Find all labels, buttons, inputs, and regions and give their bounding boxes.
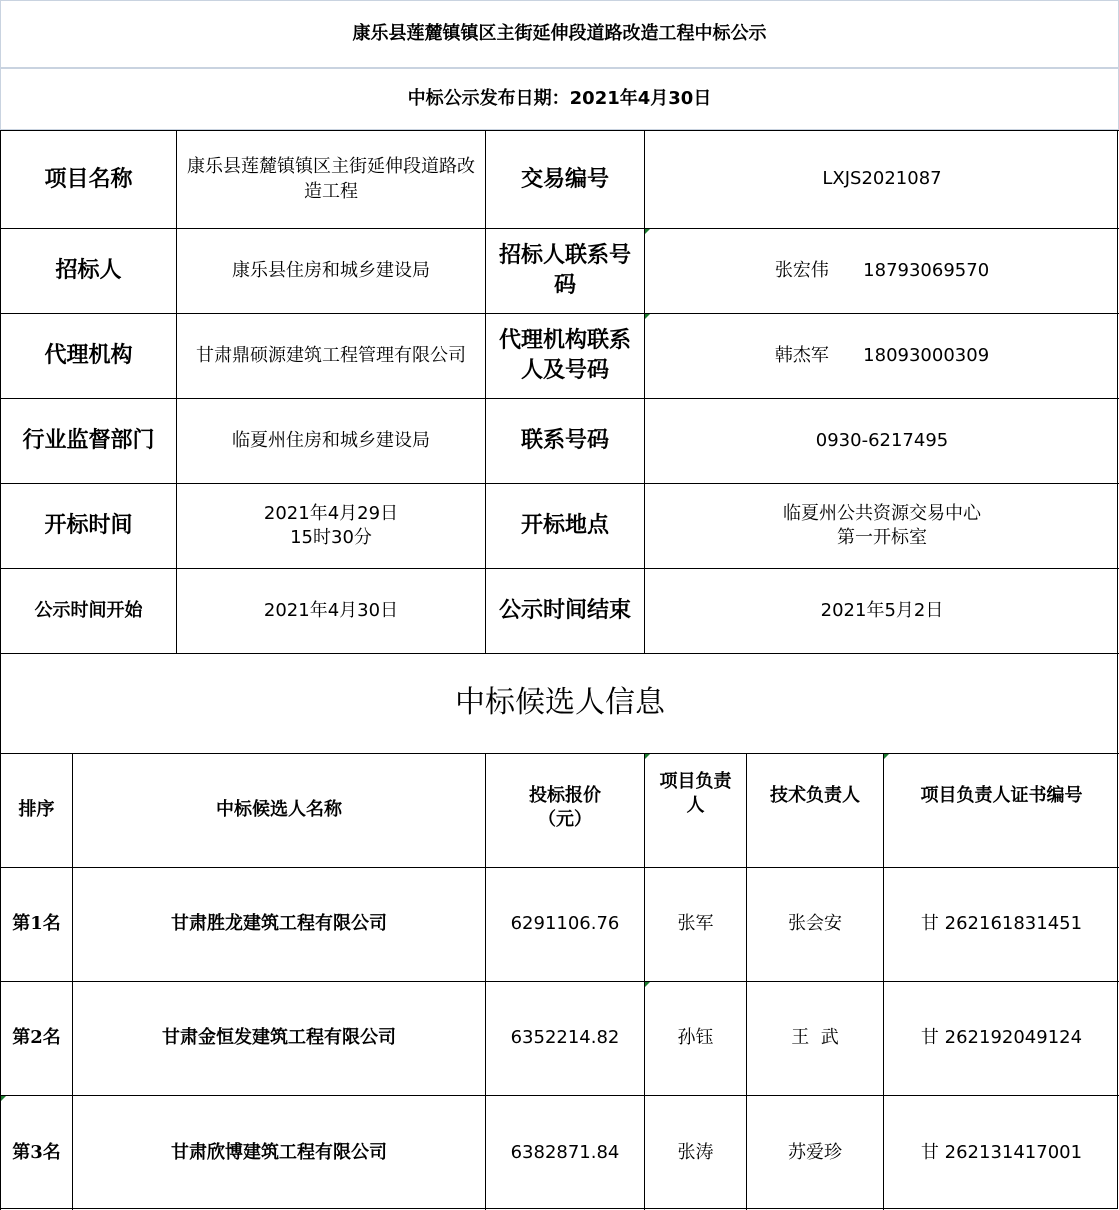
value-supervisor: 临夏州住房和城乡建设局 xyxy=(176,398,485,483)
label-agency-contact: 代理机构联系人及号码 xyxy=(485,313,644,398)
row3-rank: 第3名 xyxy=(0,1095,72,1210)
open-time-date: 2021年4月29日 xyxy=(263,502,399,524)
open-place-room: 第一开标室 xyxy=(837,527,927,548)
value-agency-contact: 韩杰军 18093000309 xyxy=(644,313,1119,398)
label-notice-end: 公示时间结束 xyxy=(485,568,644,653)
row2-rank: 第2名 xyxy=(0,981,72,1095)
label-open-time: 开标时间 xyxy=(0,483,176,568)
row3-name: 甘肃欣博建筑工程有限公司 xyxy=(72,1095,485,1210)
value-open-place xyxy=(644,483,1119,568)
row2-name: 甘肃金恒发建筑工程有限公司 xyxy=(72,981,485,1095)
section-title-candidates: 中标候选人信息 xyxy=(0,653,1119,753)
publish-date: 中标公示发布日期：2021年4月30日 xyxy=(0,68,1119,130)
row1-rank: 第1名 xyxy=(0,867,72,981)
value-tenderer-contact: 张宏伟 18793069570 xyxy=(644,228,1119,313)
row1-tech: 张会安 xyxy=(746,867,883,981)
open-place-name: 临夏州公共资源交易中心 xyxy=(783,502,981,524)
header-candidate-name: 中标候选人名称 xyxy=(72,753,485,867)
label-project-name: 项目名称 xyxy=(0,130,176,228)
header-tech: 技术负责人 xyxy=(746,753,883,867)
label-open-place: 开标地点 xyxy=(485,483,644,568)
label-trade-no: 交易编号 xyxy=(485,130,644,228)
row2-price: 6352214.82 xyxy=(485,981,644,1095)
value-notice-end: 2021年5月2日 xyxy=(644,568,1119,653)
row1-price: 6291106.76 xyxy=(485,867,644,981)
label-phone: 联系号码 xyxy=(485,398,644,483)
value-project-name: 康乐县莲麓镇镇区主街延伸段道路改造工程 xyxy=(176,130,485,228)
label-tenderer: 招标人 xyxy=(0,228,176,313)
row2-manager: 孙钰 xyxy=(644,981,746,1095)
value-tenderer: 康乐县住房和城乡建设局 xyxy=(176,228,485,313)
row3-tech: 苏爱珍 xyxy=(746,1095,883,1210)
label-notice-start: 公示时间开始 xyxy=(0,568,176,653)
label-agency: 代理机构 xyxy=(0,313,176,398)
header-manager: 项目负责人 xyxy=(644,753,746,867)
page-title: 康乐县莲麓镇镇区主街延伸段道路改造工程中标公示 xyxy=(0,0,1119,68)
row2-cert: 甘 262192049124 xyxy=(883,981,1119,1095)
value-notice-start: 2021年4月30日 xyxy=(176,568,485,653)
label-tenderer-contact: 招标人联系号码 xyxy=(485,228,644,313)
label-supervisor: 行业监督部门 xyxy=(0,398,176,483)
value-agency: 甘肃鼎硕源建筑工程管理有限公司 xyxy=(176,313,485,398)
header-rank: 排序 xyxy=(0,753,72,867)
value-open-time xyxy=(176,483,485,568)
row3-manager: 张涛 xyxy=(644,1095,746,1210)
row2-tech: 王 武 xyxy=(746,981,883,1095)
value-trade-no: LXJS2021087 xyxy=(644,130,1119,228)
row3-price: 6382871.84 xyxy=(485,1095,644,1210)
row1-cert: 甘 262161831451 xyxy=(883,867,1119,981)
row3-cert: 甘 262131417001 xyxy=(883,1095,1119,1210)
header-price: 投标报价（元） xyxy=(485,753,644,867)
value-phone: 0930-6217495 xyxy=(644,398,1119,483)
header-cert: 项目负责人证书编号 xyxy=(883,753,1119,867)
row1-manager: 张军 xyxy=(644,867,746,981)
row1-name: 甘肃胜龙建筑工程有限公司 xyxy=(72,867,485,981)
open-time-hour: 15时30分 xyxy=(290,527,372,548)
